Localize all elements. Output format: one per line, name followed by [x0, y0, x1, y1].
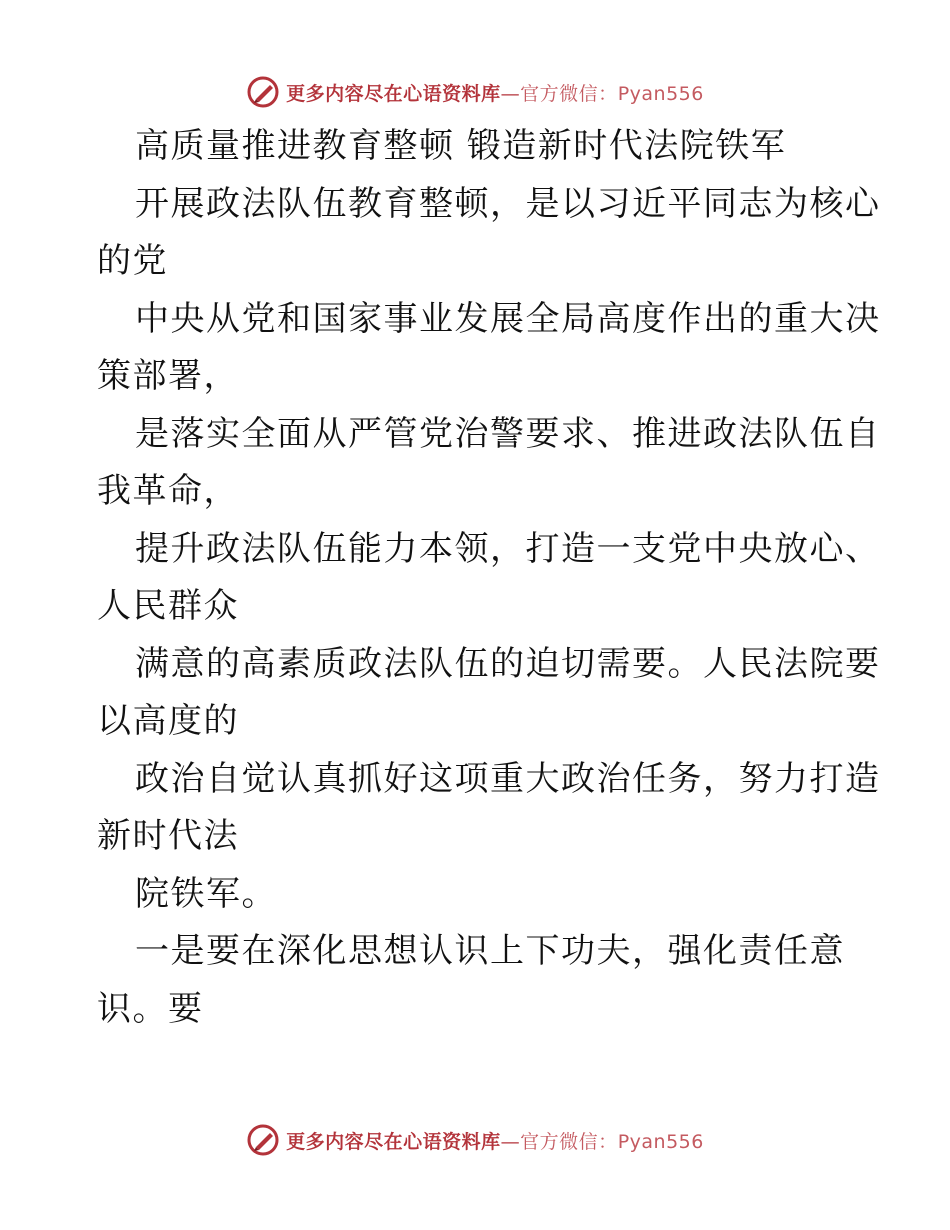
banner-wechat-label: 官方微信： — [520, 82, 618, 105]
banner-wechat-id: Pyan556 — [617, 1130, 704, 1153]
document-line: 提升政法队伍能力本领，打造一支党中央放心、 — [135, 528, 881, 569]
document-line: 我革命， — [97, 471, 239, 511]
banner-wechat-id: Pyan556 — [617, 82, 704, 105]
document-line: 一是要在深化思想认识上下功夫，强化责任意 — [135, 931, 845, 971]
footer-banner — [0, 1120, 950, 1160]
document-line: 中央从党和国家事业发展全局高度作出的重大决 — [135, 298, 881, 339]
document-line: 满意的高素质政法队伍的迫切需要。人民法院要 — [135, 643, 881, 684]
header-banner — [0, 72, 950, 112]
document-line: 的党 — [97, 241, 168, 281]
document-line: 人民群众 — [97, 586, 239, 626]
pen-logo-icon — [246, 75, 280, 109]
banner-wechat-label: 官方微信： — [520, 1130, 618, 1153]
footer-banner-content — [246, 1123, 704, 1157]
document-line: 以高度的 — [97, 701, 239, 741]
document-line: 新时代法 — [97, 816, 239, 856]
pen-logo-icon — [246, 1123, 280, 1157]
document-line: 院铁军。 — [135, 873, 277, 914]
document-body — [97, 118, 881, 1038]
document-line: 识。要 — [97, 988, 204, 1029]
document-line: 策部署， — [97, 356, 239, 396]
document-line: 是落实全面从严管党治警要求、推进政法队伍自 — [135, 413, 881, 454]
header-banner-text — [286, 79, 704, 106]
header-banner-content — [246, 75, 704, 109]
banner-dash: — — [500, 82, 521, 105]
document-line: 高质量推进教育整顿 锻造新时代法院铁军 — [135, 126, 787, 166]
banner-dash: — — [500, 1130, 521, 1153]
banner-main-text: 更多内容尽在心语资料库 — [286, 1130, 501, 1153]
document-line: 开展政法队伍教育整顿，是以习近平同志为核心 — [135, 183, 881, 224]
document-line: 政治自觉认真抓好这项重大政治任务，努力打造 — [135, 758, 881, 799]
footer-banner-text — [286, 1127, 704, 1154]
banner-main-text: 更多内容尽在心语资料库 — [286, 82, 501, 105]
